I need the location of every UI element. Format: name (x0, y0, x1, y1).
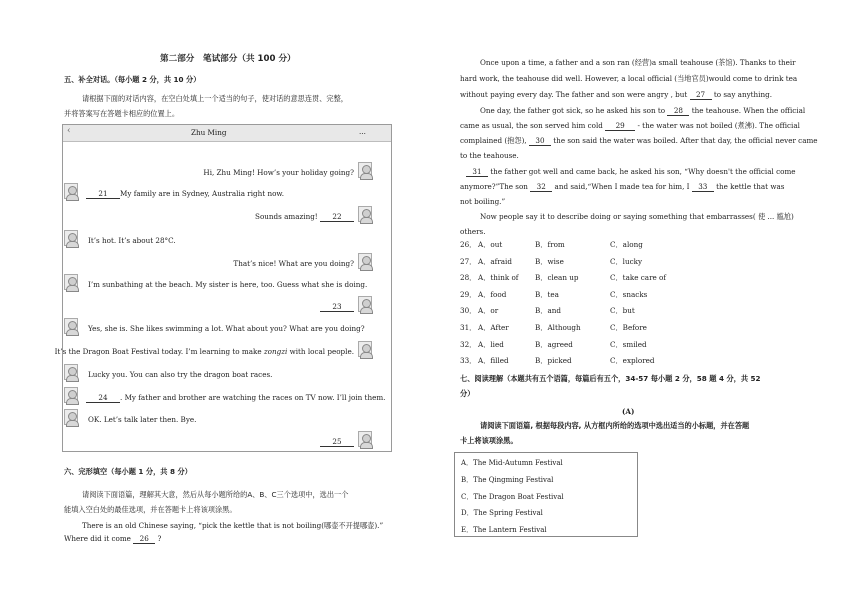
story-line-12: others. (460, 227, 486, 236)
blank-23: 23 (320, 302, 354, 312)
section5-instruction-1: 请根据下面的对话内容，在空白处填上一个适当的句子，使对话的意思连贯、完整， (82, 94, 348, 103)
chat-message: I’m sunbathing at the beach. My sister is here, too. Guess what she is doing. (88, 280, 368, 289)
question-number: 26． (460, 240, 477, 249)
zhu-ming-avatar (64, 230, 78, 246)
passage-line-1: There is an old Chinese saying, “pick the kettle that is not boiling(哪壶不开提哪壶).” (82, 521, 384, 530)
heading-option[interactable]: D．The Spring Festival (461, 509, 543, 518)
story-line-5: came as usual, the son served him cold 29 - the water was not boiled (煮沸). The official (460, 121, 800, 130)
blank-30: 30 (529, 136, 551, 146)
chat-message: That’s nice! What are you doing? (233, 259, 354, 268)
heading-option[interactable]: A．The Mid-Autumn Festival (461, 459, 563, 467)
question-number: 32． (460, 339, 477, 349)
choice-option-c[interactable]: C．explored (610, 356, 655, 366)
story-line-10: not boiling.” (460, 197, 506, 206)
chat-message: 24 . My father and brother are watching the races on TV now. I’ll join them. (86, 393, 385, 403)
heading-option[interactable]: B．The Qingming Festival (461, 475, 554, 484)
chat-message: Lucky you. You can also try the dragon boat races. (88, 370, 273, 379)
story-line-11: Now people say it to describe doing or saying something that embarrasses( 使 ... 尴尬) (480, 212, 794, 221)
friend-avatar (358, 206, 372, 222)
section5-heading: 五、补全对话。（每小题 2 分，共 10 分） (64, 75, 201, 84)
blank-27: 27 (690, 90, 712, 100)
choice-option-c[interactable]: C．snacks (610, 289, 648, 299)
choice-option-a[interactable]: A．out (478, 240, 503, 249)
zhu-ming-avatar (64, 409, 78, 425)
part-title: 第二部分 笔试部分（共 100 分） (160, 54, 296, 64)
friend-avatar (358, 296, 372, 312)
story-line-4: One day, the father got sick, so he asked his son to 28 the teahouse. When the official (480, 106, 806, 115)
section7-heading-2: 分） (460, 389, 475, 398)
choice-option-b[interactable]: B．Although (535, 323, 581, 332)
choice-option-b[interactable]: B．clean up (535, 273, 579, 283)
blank-32: 32 (530, 182, 552, 192)
chat-message (320, 437, 354, 447)
chat-message: It’s hot. It’s about 28°C. (88, 236, 176, 245)
back-chevron-icon[interactable]: ‹ (67, 126, 71, 136)
chat-message: Yes, she is. She likes swimming a lot. What about you? What are you doing? (88, 324, 365, 333)
section7-instruction-1: 请阅读下面语篇, 根据每段内容, 从方框内所给的选项中选出适当的小标题，并在答题 (480, 421, 750, 430)
story-line-8: 31 the father got well and came back, he asked his son, “Why doesn't the official come (466, 167, 796, 177)
friend-avatar (358, 341, 372, 357)
choice-option-a[interactable]: A．afraid (478, 256, 512, 266)
heading-options-box (454, 452, 638, 537)
choice-option-c[interactable]: C．lucky (610, 256, 643, 266)
story-line-6: complained (抱怨), 30 the son said the water was boiled. After that day, the official never came (460, 136, 818, 145)
question-number: 31． (460, 323, 477, 332)
chat-message (320, 302, 354, 312)
passage-line-2: Where did it come 26 ? (64, 534, 162, 543)
friend-avatar (358, 431, 372, 447)
blank-22: 22 (320, 212, 354, 222)
choice-option-b[interactable]: B．agreed (535, 339, 573, 349)
section7-sub: (A) (622, 407, 635, 416)
chat-message: 21 My family are in Sydney, Australia right now. (86, 189, 284, 199)
choice-option-c[interactable]: C．smiled (610, 339, 647, 349)
blank-31: 31 (466, 167, 488, 177)
choice-option-b[interactable]: B．tea (535, 289, 559, 299)
blank-29: 29 (605, 121, 635, 131)
story-line-3: without paying every day. The father and son were angry , but 27 to say anything. (460, 90, 772, 99)
blank-28: 28 (667, 106, 689, 116)
chat-contact-name: Zhu Ming (191, 128, 227, 137)
blank-25: 25 (320, 437, 354, 447)
choice-option-b[interactable]: B．and (535, 306, 561, 316)
choice-option-b[interactable]: B．picked (535, 356, 572, 366)
section6-heading: 六、完形填空（每小题 1 分，共 8 分） (64, 467, 192, 476)
zhu-ming-avatar (64, 274, 78, 290)
choice-option-c[interactable]: C．along (610, 240, 643, 249)
friend-avatar (358, 253, 372, 269)
section7-instruction-2: 卡上将该项涂黑。 (460, 436, 518, 445)
question-number: 29． (460, 289, 477, 299)
section7-heading-1: 七、阅读理解（本题共有五个语篇，每篇后有五个，34-57 每小题 2 分，58 题 4 分，共 52 (460, 374, 761, 383)
heading-option[interactable]: C．The Dragon Boat Festival (461, 492, 564, 501)
choice-option-c[interactable]: C．but (610, 306, 635, 316)
story-line-2: hard work, the teahouse did well. However, a local official (当地官员)would come to drink tea (460, 74, 798, 83)
story-line-9: anymore?”The son 32 and said,“When I made tea for him, I 33 the kettle that was (460, 182, 785, 191)
chat-message: OK. Let’s talk later then. Bye. (88, 415, 197, 424)
section6-instruction-2: 能填入空白处的最佳选项，并在答题卡上将该项涂黑。 (64, 505, 237, 514)
blank-24: 24 (86, 393, 120, 403)
section5-instruction-2: 并将答案写在答题卡相应的位置上。 (64, 109, 180, 118)
choice-option-a[interactable]: A．filled (478, 356, 509, 366)
choice-option-a[interactable]: A．After (478, 323, 509, 332)
choice-option-a[interactable]: A．think of (478, 273, 519, 283)
choice-option-a[interactable]: A．lied (478, 339, 504, 349)
choice-option-c[interactable]: C．Before (610, 323, 647, 332)
choice-option-b[interactable]: B．wise (535, 256, 564, 266)
chat-message: Sounds amazing! 22 (255, 212, 354, 222)
chat-header (63, 125, 391, 142)
more-options-icon[interactable]: ... (359, 127, 366, 136)
chat-message: It’s the Dragon Boat Festival today. I’m learning to make zongzi with local people. (54, 347, 354, 356)
zhu-ming-avatar (64, 183, 78, 199)
blank-21: 21 (86, 189, 120, 199)
heading-option[interactable]: E．The Lantern Festival (461, 526, 547, 535)
question-number: 27． (460, 256, 477, 266)
question-number: 30． (460, 306, 477, 316)
choice-option-a[interactable]: A．or (478, 306, 499, 316)
story-line-1: Once upon a time, a father and a son ran (经营)a small teahouse (茶馆). Thanks to their (480, 58, 796, 67)
story-line-7: to the teahouse. (460, 151, 519, 160)
blank-26: 26 (133, 534, 155, 544)
section6-instruction-1: 请阅读下面语篇，理解其大意，然后从每小题所给的A、B、C三个选项中，选出一个 (82, 490, 349, 499)
zhu-ming-avatar (64, 387, 78, 403)
friend-avatar (358, 162, 372, 178)
zhu-ming-avatar (64, 318, 78, 334)
chat-message: Hi, Zhu Ming! How’s your holiday going? (203, 168, 354, 177)
question-number: 33． (460, 356, 477, 366)
choice-option-a[interactable]: A．food (478, 289, 507, 299)
zhu-ming-avatar (64, 364, 78, 380)
question-number: 28． (460, 273, 477, 283)
blank-33: 33 (692, 182, 714, 192)
choice-option-c[interactable]: C．take care of (610, 273, 667, 283)
choice-option-b[interactable]: B．from (535, 240, 565, 249)
